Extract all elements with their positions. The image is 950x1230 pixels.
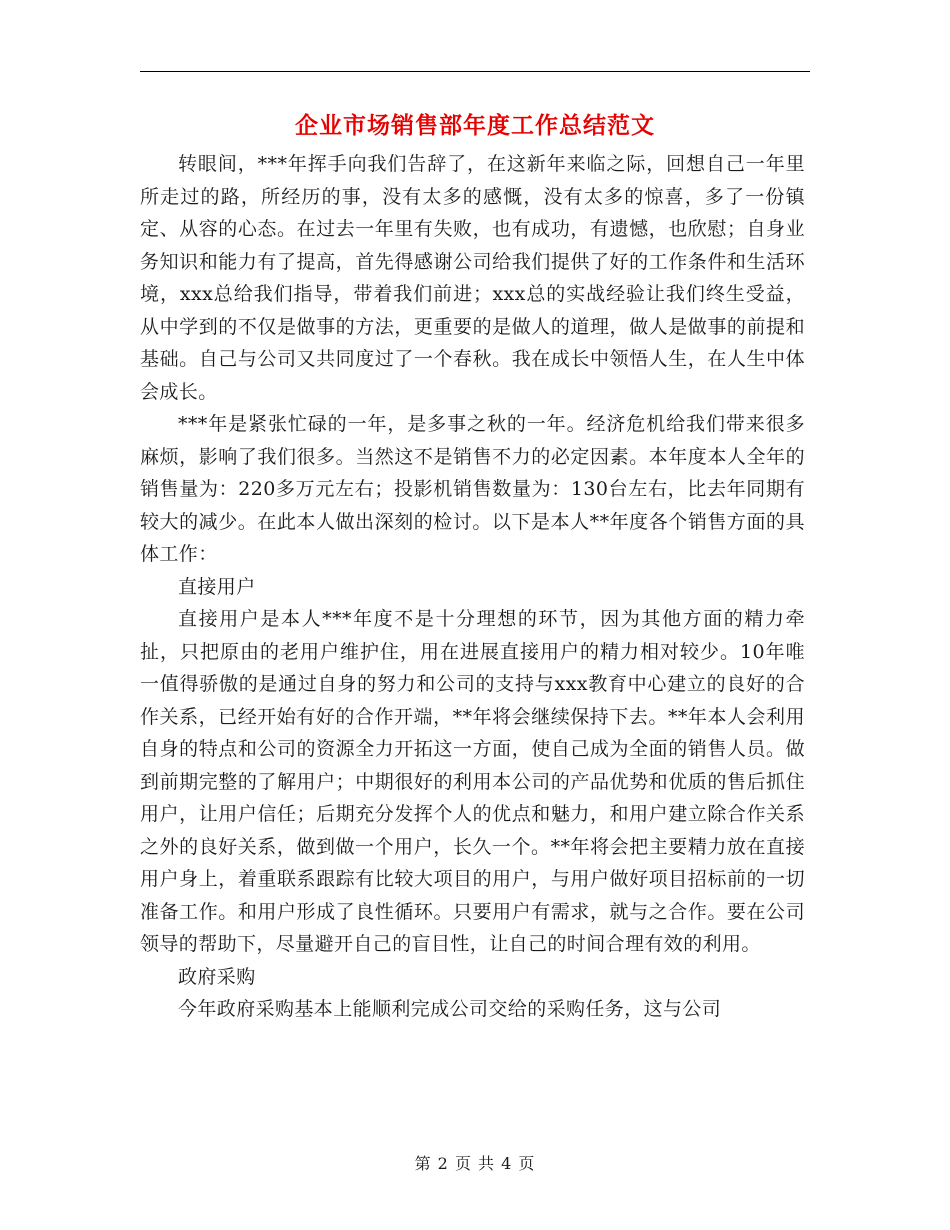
paragraph-government-procurement: 今年政府采购基本上能顺利完成公司交给的采购任务，这与公司 bbox=[178, 998, 722, 1020]
document-title: 企业市场销售部年度工作总结范文 bbox=[295, 112, 655, 139]
header-rule bbox=[140, 71, 810, 72]
document-body bbox=[140, 148, 805, 1026]
section-heading-government-procurement: 政府采购 bbox=[178, 965, 256, 988]
paragraph-direct-users: 直接用户是本人***年度不是十分理想的环节，因为其他方面的精力牵扯，只把原由的老用户维护住，用在进展直接用户的精力相对较少。10年唯一值得骄傲的是通过自身的努力和公司的支持与xxx教育中心建立的良好的合作关系，已经开始有好的合作开端，**年将会继续保持下去。**年本人会利用自身的特点和公司的资源全力开拓这一方面，使自己成为全面的销售人员。做到前期完整的了解用户；中期很好的利用本公司的产品优势和优质的售后抓住用户，让用户信任；后期充分发挥个人的优点和魅力，和用户建立除合作关系之外的良好关系，做到做一个用户，长久一个。**年将会把主要精力放在直接用户身上，着重联系跟踪有比较大项目的用户，与用户做好项目招标前的一切准备工作。和用户形成了良性循环。只要用户有需求，就与之合作。要在公司领导的帮助下，尽量避开自己的盲目性，让自己的时间合理有效的利用。 bbox=[140, 608, 805, 955]
page-number-footer: 第 2 页 共 4 页 bbox=[414, 1154, 536, 1173]
paragraph-sales-summary: ***年是紧张忙碌的一年，是多事之秋的一年。经济危机给我们带来很多麻烦，影响了我们很多。当然这不是销售不力的必定因素。本年度本人全年的销售量为：220多万元左右；投影机销售数量为：130台左右，比去年同期有较大的减少。在此本人做出深刻的检讨。以下是本人**年度各个销售方面的具体工作： bbox=[140, 413, 805, 565]
paragraph-intro: 转眼间，***年挥手向我们告辞了，在这新年来临之际，回想自己一年里所走过的路，所经历的事，没有太多的感慨，没有太多的惊喜，多了一份镇定、从容的心态。在过去一年里有失败，也有成功，有遗憾，也欣慰；自身业务知识和能力有了提高，首先得感谢公司给我们提供了好的工作条件和生活环境，xxx总给我们指导，带着我们前进；xxx总的实战经验让我们终生受益，从中学到的不仅是做事的方法，更重要的是做人的道理，做人是做事的前提和基础。自己与公司又共同度过了一个春秋。我在成长中领悟人生，在人生中体会成长。 bbox=[140, 153, 805, 403]
section-heading-direct-users: 直接用户 bbox=[178, 575, 256, 598]
